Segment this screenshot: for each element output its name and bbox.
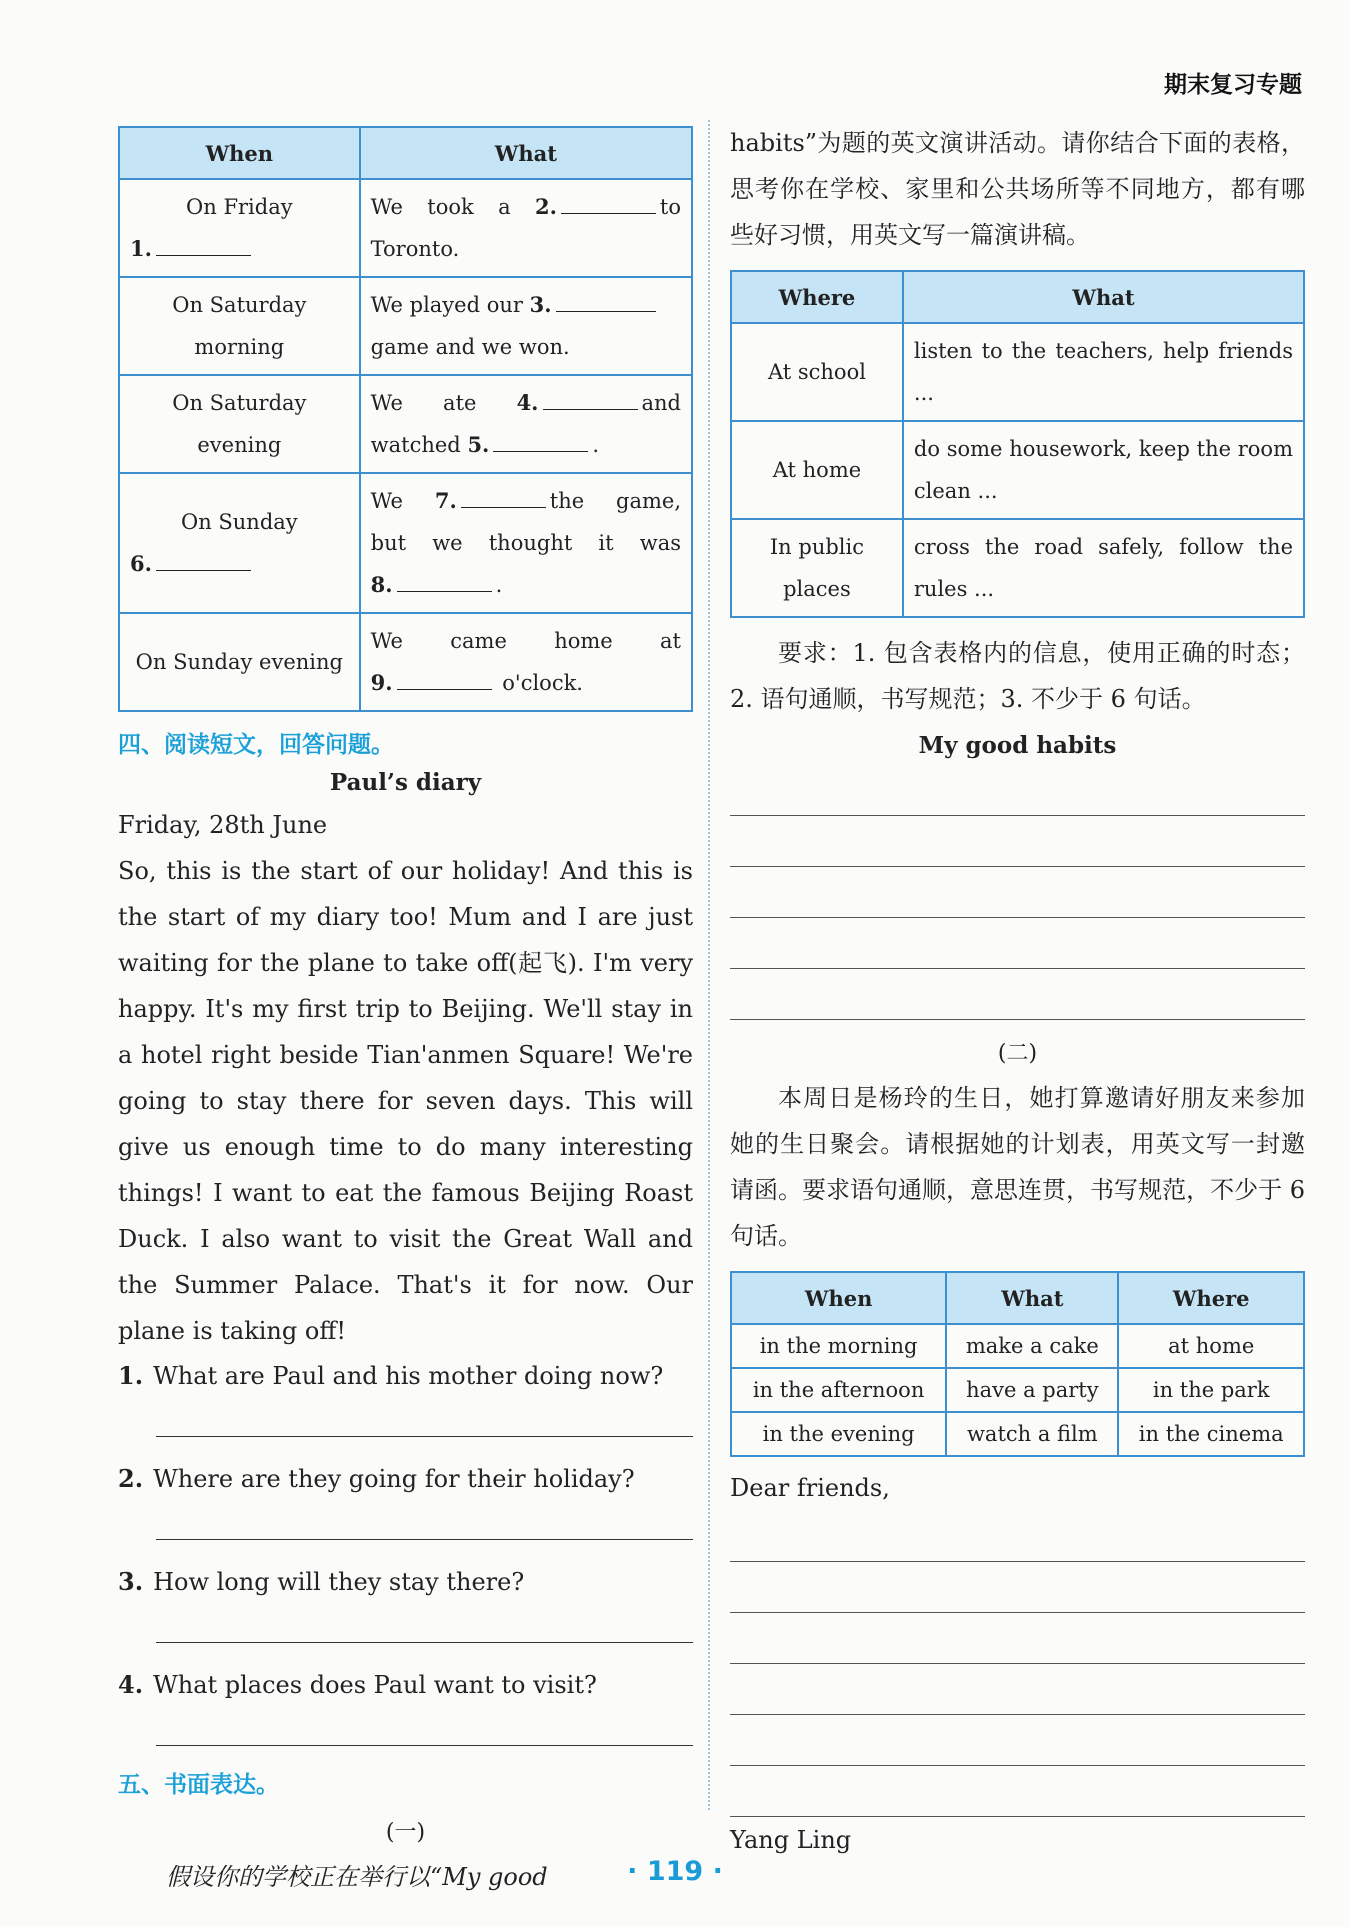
question-number: 1. — [118, 1361, 144, 1390]
what-text: We — [370, 489, 403, 513]
what-text: to — [659, 195, 681, 219]
what-text: We ate — [370, 391, 477, 415]
table-cell: in the morning — [731, 1324, 946, 1368]
writing-line[interactable] — [730, 816, 1305, 867]
writing-line[interactable] — [730, 1664, 1305, 1715]
blank-number: 9. — [370, 670, 393, 695]
question-text: How long will they stay there? — [153, 1568, 525, 1596]
table-row — [731, 1412, 1304, 1456]
section-heading: 五、书面表达。 — [118, 1772, 279, 1798]
blank-number: 7. — [434, 488, 457, 513]
table-row — [731, 519, 1304, 617]
writing-line[interactable] — [730, 918, 1305, 969]
table-row — [119, 375, 692, 473]
diary-date: Friday, 28th June — [118, 811, 328, 839]
answer-line[interactable] — [156, 1721, 693, 1746]
blank-number: 8. — [370, 572, 393, 597]
what-text: watched — [370, 433, 461, 457]
what-text: Toronto. — [370, 237, 460, 261]
answer-line[interactable] — [156, 1618, 693, 1643]
answer-blank[interactable] — [156, 550, 251, 571]
table-header: Where — [1118, 1272, 1304, 1324]
when-cell: On Saturday evening — [119, 375, 360, 473]
answer-line[interactable] — [156, 1515, 693, 1540]
answer-blank[interactable] — [543, 389, 638, 410]
left-column — [118, 126, 693, 1900]
blank-number: 1. — [130, 236, 152, 261]
table-row — [731, 1324, 1304, 1368]
what-text: the game, — [549, 489, 681, 513]
letter-signature: Yang Ling — [730, 1826, 852, 1854]
table-header: Where — [731, 271, 903, 323]
table-row — [731, 1368, 1304, 1412]
column-divider — [708, 120, 710, 1810]
where-cell: In public places — [731, 519, 903, 617]
question — [118, 1663, 693, 1707]
table-row — [119, 179, 692, 277]
writing-line[interactable] — [730, 1562, 1305, 1613]
part-label: (一) — [385, 1820, 426, 1845]
answer-blank[interactable] — [561, 193, 656, 214]
requirements: 要求：1. 包含表格内的信息，使用正确的时态；2. 语句通顺，书写规范；3. 不少于 6 句话。 — [730, 639, 1305, 713]
question-text: What are Paul and his mother doing now? — [153, 1362, 664, 1390]
part-label: (二) — [997, 1041, 1038, 1066]
table-row — [119, 473, 692, 613]
what-text: We took a — [370, 195, 511, 219]
table-header: When — [731, 1272, 946, 1324]
diary-table — [118, 126, 693, 712]
table-cell: at home — [1118, 1324, 1304, 1368]
table-cell: in the afternoon — [731, 1368, 946, 1412]
table-cell: in the cinema — [1118, 1412, 1304, 1456]
what-text: . — [592, 433, 600, 457]
what-text: and — [641, 391, 681, 415]
writing-line[interactable] — [730, 969, 1305, 1020]
table-row — [731, 421, 1304, 519]
table-header: What — [946, 1272, 1118, 1324]
part2-intro: 本周日是杨玲的生日，她打算邀请好朋友来参加她的生日聚会。请根据她的计划表，用英文写一封邀请函。要求语句通顺，意思连贯，书写规范，不少于 6 句话。 — [730, 1084, 1305, 1250]
diary-title: Paul’s diary — [329, 769, 482, 796]
what-text: game and we won. — [370, 335, 570, 359]
table-row — [731, 323, 1304, 421]
blank-number: 3. — [529, 292, 552, 317]
question — [118, 1354, 693, 1398]
page-number: · 119 · — [627, 1856, 723, 1887]
table-row — [119, 613, 692, 711]
answer-blank[interactable] — [461, 487, 546, 508]
writing-line[interactable] — [730, 1613, 1305, 1664]
answer-blank[interactable] — [493, 431, 588, 452]
what-text: We came home at — [370, 629, 681, 653]
table-cell: watch a film — [946, 1412, 1118, 1456]
blank-number: 6. — [130, 551, 152, 576]
answer-line[interactable] — [156, 1412, 693, 1437]
table-header: What — [360, 127, 692, 179]
table-cell: make a cake — [946, 1324, 1118, 1368]
answer-blank[interactable] — [156, 235, 251, 256]
part1-intro: 假设你的学校正在举行以“My good — [166, 1863, 548, 1891]
when-cell: On Saturday morning — [119, 277, 360, 375]
when-cell: On Friday — [186, 195, 293, 219]
writing-line[interactable] — [730, 1715, 1305, 1766]
essay-title: My good habits — [918, 732, 1117, 759]
table-row — [119, 277, 692, 375]
table-header: What — [903, 271, 1304, 323]
what-text: but we thought it was — [370, 531, 681, 555]
when-cell: On Sunday evening — [119, 613, 360, 711]
section-heading: 四、阅读短文，回答问题。 — [118, 732, 394, 758]
page-header: 期末复习专题 — [1164, 72, 1302, 98]
letter-greeting: Dear friends, — [730, 1474, 890, 1502]
what-cell: do some housework, keep the room clean ... — [903, 421, 1304, 519]
writing-line[interactable] — [730, 765, 1305, 816]
blank-number: 2. — [534, 194, 557, 219]
question — [118, 1457, 693, 1501]
question-number: 3. — [118, 1567, 144, 1596]
question-text: Where are they going for their holiday? — [153, 1465, 635, 1493]
diary-body: So, this is the start of our holiday! And this is the start of my diary too! Mum and I are just waiting for the plane to take off(起飞). I'm very happy. It's my first trip to Beijing. We'll stay in a hotel right beside Tian'anmen Square! We're going to stay there for seven days. This will give us enough time to do many interesting things! I want to eat the famous Beijing Roast Duck. I also want to visit the Great Wall and the Summer Palace. That's it for now. Our plane is taking off! — [118, 857, 693, 1345]
where-cell: At home — [731, 421, 903, 519]
answer-blank[interactable] — [397, 669, 492, 690]
writing-line[interactable] — [730, 867, 1305, 918]
what-cell: listen to the teachers, help friends ... — [903, 323, 1304, 421]
question-number: 4. — [118, 1670, 144, 1699]
question-text: What places does Paul want to visit? — [153, 1671, 597, 1699]
question-number: 2. — [118, 1464, 144, 1493]
blank-number: 4. — [516, 390, 539, 415]
plan-table — [730, 1271, 1305, 1457]
question — [118, 1560, 693, 1604]
what-cell: cross the road safely, follow the rules ... — [903, 519, 1304, 617]
what-text: We played our — [370, 293, 523, 317]
right-column — [730, 120, 1305, 1863]
table-header: When — [119, 127, 360, 179]
writing-line[interactable] — [730, 1766, 1305, 1817]
habits-table — [730, 270, 1305, 618]
where-cell: At school — [731, 323, 903, 421]
answer-blank[interactable] — [397, 571, 492, 592]
when-cell: On Sunday — [180, 510, 298, 534]
blank-number: 5. — [467, 432, 490, 457]
table-cell: have a party — [946, 1368, 1118, 1412]
what-text: o'clock. — [502, 671, 583, 695]
answer-blank[interactable] — [556, 291, 656, 312]
what-text: . — [495, 573, 503, 597]
part1-intro-continued: habits”为题的英文演讲活动。请你结合下面的表格，思考你在学校、家里和公共场所等不同地方，都有哪些好习惯，用英文写一篇演讲稿。 — [730, 129, 1305, 249]
table-cell: in the park — [1118, 1368, 1304, 1412]
writing-line[interactable] — [730, 1511, 1305, 1562]
table-cell: in the evening — [731, 1412, 946, 1456]
